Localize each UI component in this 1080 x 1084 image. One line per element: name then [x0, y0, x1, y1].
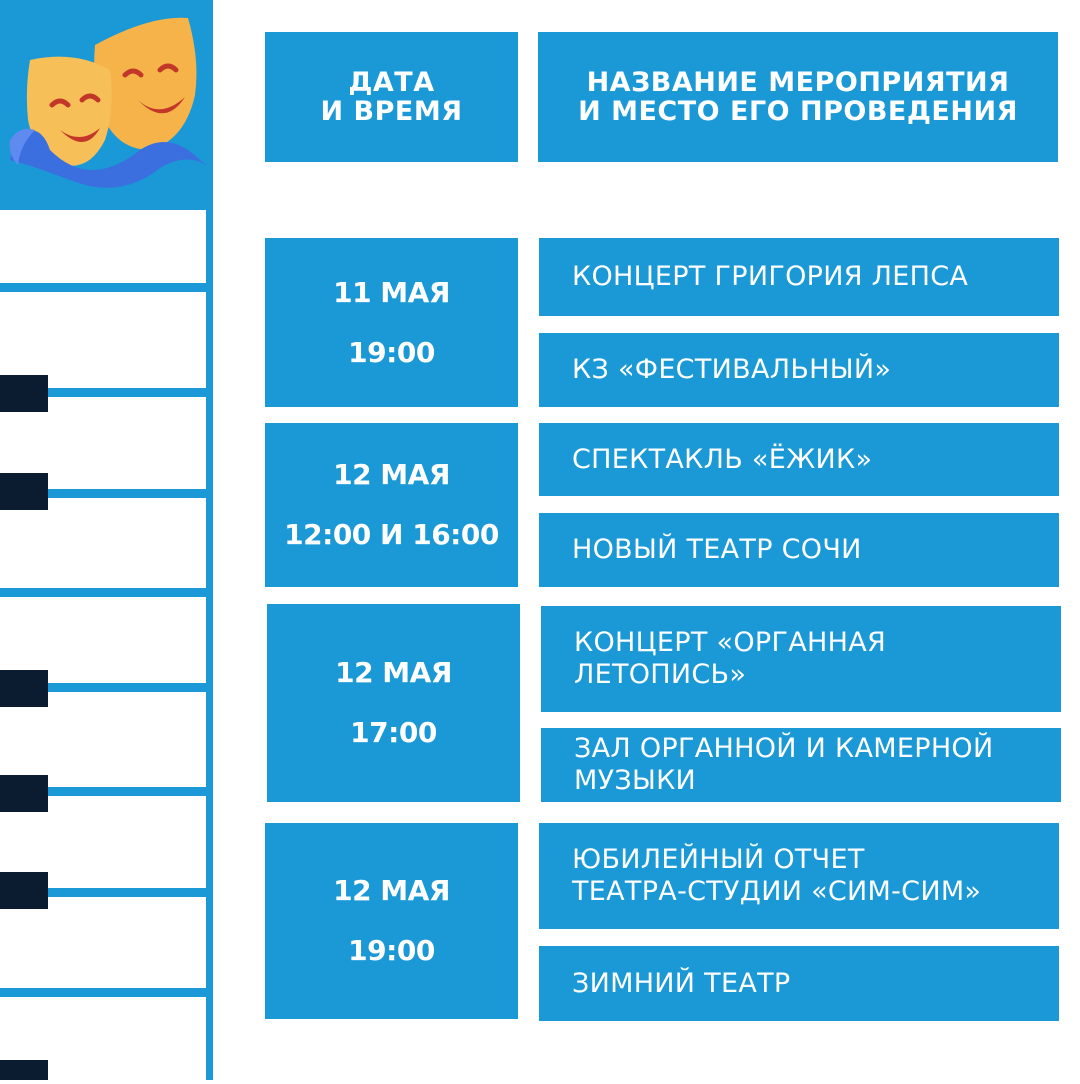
event-time: 17:00 — [350, 716, 437, 749]
event-venue-cell — [539, 333, 1059, 407]
event-time: 19:00 — [348, 335, 435, 369]
event-date-cell — [265, 423, 518, 587]
logo-panel — [0, 0, 213, 210]
event-venue: ЗАЛ ОРГАННОЙ И КАМЕРНОЙ МУЗЫКИ — [574, 733, 994, 796]
event-title-cell — [539, 823, 1059, 929]
event-venue: НОВЫЙ ТЕАТР СОЧИ — [572, 534, 862, 565]
event-venue-cell — [539, 513, 1059, 587]
event-date-cell — [267, 604, 520, 802]
event-title-cell — [539, 423, 1059, 496]
event-venue-cell — [541, 728, 1061, 802]
event-title: СПЕКТАКЛЬ «ЁЖИК» — [572, 443, 873, 475]
event-title-cell — [541, 606, 1061, 712]
event-venue: ЗИМНИЙ ТЕАТР — [572, 967, 791, 999]
event-date: 11 МАЯ — [333, 275, 450, 309]
event-time: 12:00 И 16:00 — [284, 518, 499, 551]
event-time: 19:00 — [348, 934, 435, 967]
event-title-cell — [539, 238, 1059, 316]
event-date-cell — [265, 823, 518, 1019]
event-venue-cell — [539, 946, 1059, 1021]
header-name-column — [538, 32, 1058, 162]
event-title: ЮБИЛЕЙНЫЙ ОТЧЕТ ТЕАТРА-СТУДИИ «СИМ-СИМ» — [572, 844, 982, 907]
event-date: 12 МАЯ — [333, 874, 450, 907]
header-date-label: ДАТА И ВРЕМЯ — [320, 67, 463, 127]
header-date-column — [265, 32, 518, 162]
event-date: 12 МАЯ — [333, 458, 450, 491]
header-name-label: НАЗВАНИЕ МЕРОПРИЯТИЯ И МЕСТО ЕГО ПРОВЕДЕНИЯ — [578, 67, 1018, 127]
event-date-cell — [265, 238, 518, 407]
event-title: КОНЦЕРТ ГРИГОРИЯ ЛЕПСА — [572, 261, 969, 292]
event-venue: КЗ «ФЕСТИВАЛЬНЫЙ» — [572, 354, 892, 385]
event-title: КОНЦЕРТ «ОРГАННАЯ ЛЕТОПИСЬ» — [574, 627, 887, 690]
piano-icon — [0, 210, 215, 1080]
theater-masks-icon — [0, 0, 213, 210]
event-date: 12 МАЯ — [335, 656, 452, 689]
piano-keys-decoration — [0, 210, 215, 1080]
